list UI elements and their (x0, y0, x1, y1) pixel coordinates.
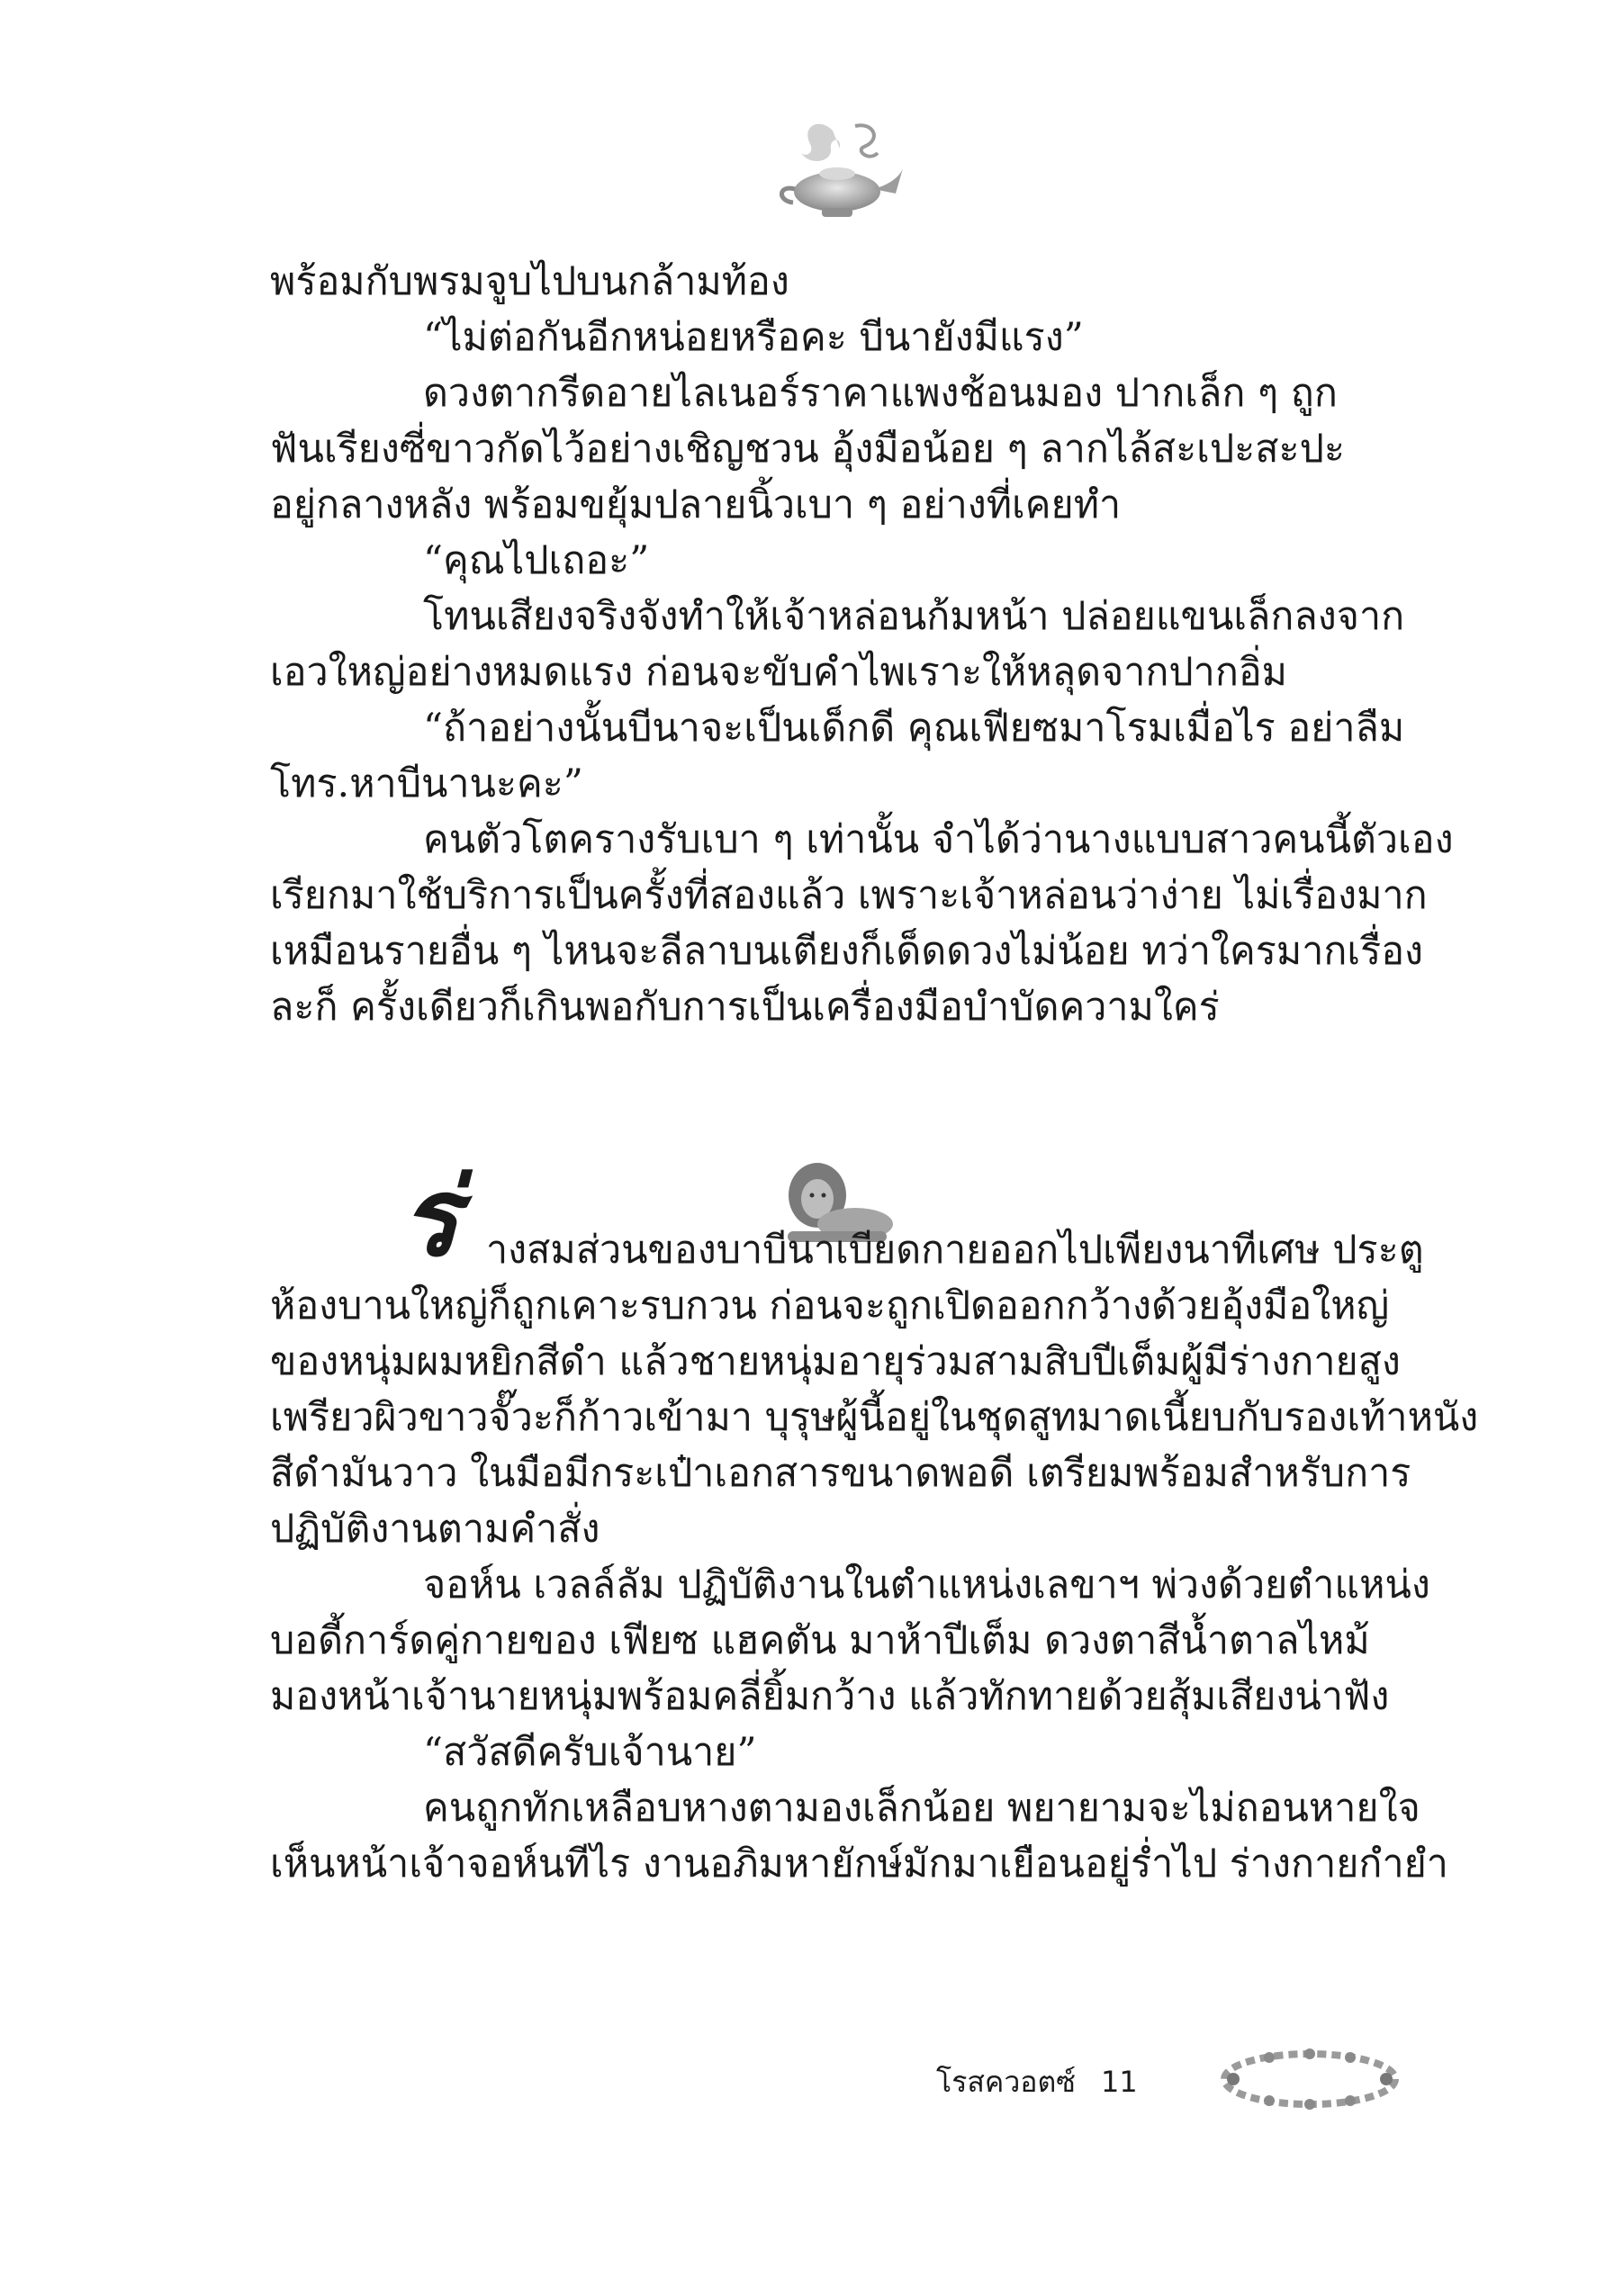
text-line: ดวงตากรีดอายไลเนอร์ราคาแพงช้อนมอง ปากเล็ก ๆ ถูก (423, 371, 1338, 416)
text-line: คนตัวโตครางรับเบา ๆ เท่านั้น จำได้ว่านางแบบสาวคนนี้ตัวเอง (423, 817, 1454, 862)
text-line: โทนเสียงจริงจังทำให้เจ้าหล่อนก้มหน้า ปล่อยแขนเล็กลงจาก (423, 594, 1405, 639)
book-title: โรสควอตซ์ (936, 2064, 1076, 2099)
text-line: มองหน้าเจ้านายหนุ่มพร้อมคลี่ยิ้มกว้าง แล้วทักทายด้วยสุ้มเสียงน่าฟัง (270, 1674, 1390, 1719)
text-line: ห้องบานใหญ่ก็ถูกเคาะรบกวน ก่อนจะถูกเปิดออกกว้างด้วยอุ้งมือใหญ่ (270, 1283, 1390, 1328)
text-line: โทร.หาบีนานะคะ” (270, 761, 583, 806)
page-number: 11 (1101, 2065, 1138, 2099)
text-line: “สวัสดีครับเจ้านาย” (423, 1730, 757, 1775)
text-line: เอวใหญ่อย่างหมดแรง ก่อนจะขับคำไพเราะให้หลุดจากปากอิ่ม (270, 650, 1288, 695)
text-line: พร้อมกับพรมจูบไปบนกล้ามท้อง (270, 259, 789, 304)
text-line: บอดี้การ์ดคู่กายของ เฟียซ แฮคตัน มาห้าปีเต็ม ดวงตาสีน้ำตาลไหม้ (270, 1618, 1370, 1663)
text-line: อยู่กลางหลัง พร้อมขยุ้มปลายนิ้วเบา ๆ อย่างที่เคยทำ (270, 482, 1122, 527)
genie-lamp-ornament (770, 113, 905, 230)
text-line: คนถูกทักเหลือบหางตามองเล็กน้อย พยายามจะไม่ถอนหายใจ (423, 1786, 1420, 1831)
text-line: ละก็ ครั้งเดียวก็เกินพอกับการเป็นเครื่องมือบำบัดความใคร่ (270, 985, 1220, 1030)
dropcap-letter: ร่ (401, 1154, 459, 1281)
text-line: ปฏิบัติงานตามคำสั่ง (270, 1507, 600, 1552)
text-line: สีดำมันวาว ในมือมีกระเป๋าเอกสารขนาดพอดี เตรียมพร้อมสำหรับการ (270, 1451, 1411, 1496)
dropcap-line-text: างสมส่วนของบาบีนาเบียดกายออกไปเพียงนาทีเศษ ประตู (486, 1228, 1424, 1273)
dropcap-first-line (270, 1154, 1424, 1281)
page-footer (936, 2055, 1138, 2109)
text-line: ฟันเรียงซี่ขาวกัดไว้อย่างเชิญชวน อุ้งมือน้อย ๆ ลากไล้สะเปะสะปะ (270, 427, 1346, 472)
paragraph-block-1 (270, 254, 1454, 1035)
bracelet-ornament (1215, 2043, 1404, 2115)
text-line: “ถ้าอย่างนั้นบีนาจะเป็นเด็กดี คุณเฟียซมาโรมเมื่อไร อย่าลืม (423, 706, 1405, 751)
text-line: “คุณไปเถอะ” (423, 538, 650, 583)
text-line: ของหนุ่มผมหยิกสีดำ แล้วชายหนุ่มอายุร่วมสามสิบปีเต็มผู้มีร่างกายสูง (270, 1339, 1401, 1384)
text-line: จอห์น เวลล์ลัม ปฏิบัติงานในตำแหน่งเลขาฯ พ่วงด้วยตำแหน่ง (423, 1562, 1430, 1607)
text-line: เหมือนรายอื่น ๆ ไหนจะลีลาบนเตียงก็เด็ดดวงไม่น้อย ทว่าใครมากเรื่อง (270, 929, 1424, 974)
text-line: เรียกมาใช้บริการเป็นครั้งที่สองแล้ว เพราะเจ้าหล่อนว่าง่าย ไม่เรื่องมาก (270, 873, 1428, 918)
text-line: เพรียวผิวขาวจั๊วะก็ก้าวเข้ามา บุรุษผู้นี้อยู่ในชุดสูทมาดเนี้ยบกับรองเท้าหนัง (270, 1395, 1479, 1440)
text-line: เห็นหน้าเจ้าจอห์นทีไร งานอภิมหายักษ์มักมาเยือนอยู่ร่ำไป ร่างกายกำยำ (270, 1841, 1448, 1886)
paragraph-block-2 (270, 1278, 1479, 1892)
text-line: “ไม่ต่อกันอีกหน่อยหรือคะ บีนายังมีแรง” (423, 315, 1084, 360)
